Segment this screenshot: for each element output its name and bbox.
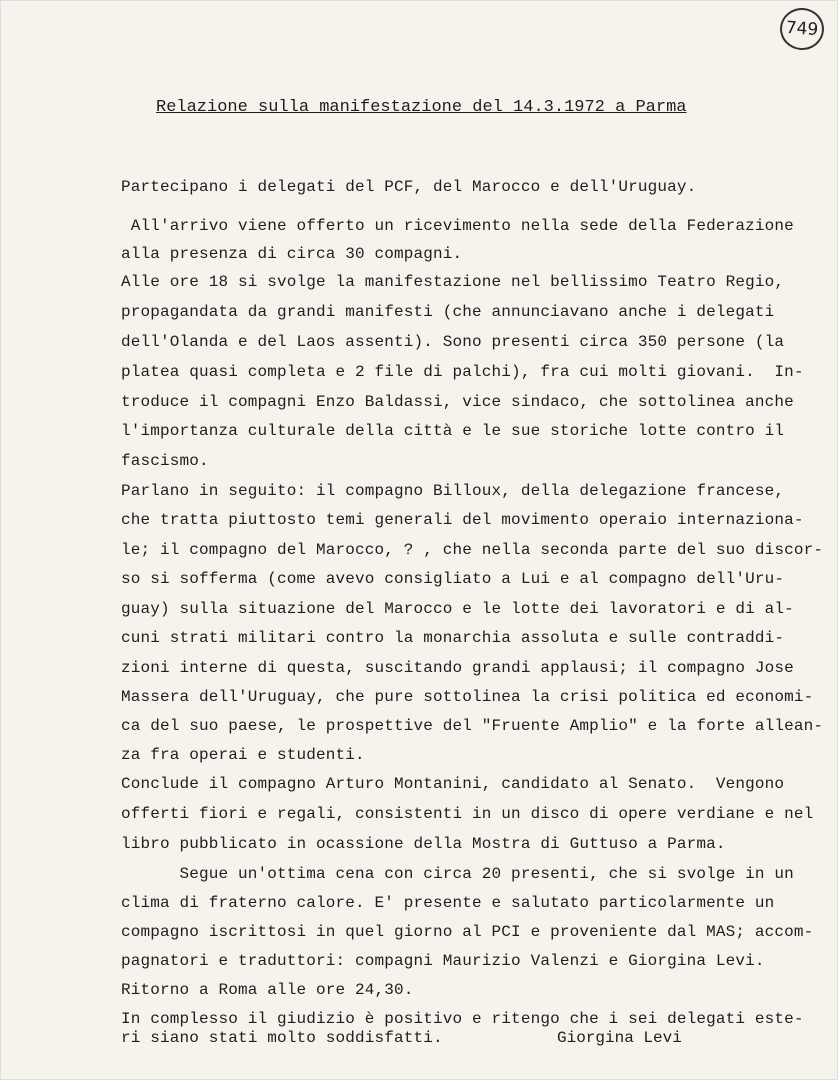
body-line: offerti fiori e regali, consistenti in un disco di opere verdiane e nel — [121, 805, 814, 823]
signature: Giorgina Levi — [557, 1029, 682, 1047]
body-line: Partecipano i delegati del PCF, del Marocco e dell'Uruguay. — [121, 178, 697, 196]
document-title: Relazione sulla manifestazione del 14.3.1972 a Parma — [156, 98, 687, 117]
body-line: so si sofferma (come avevo consigliato a Lui e al compagno dell'Uru- — [121, 570, 785, 588]
body-line: Alle ore 18 si svolge la manifestazione nel bellissimo Teatro Regio, — [121, 273, 785, 291]
body-line: platea quasi completa e 2 file di palchi), fra cui molti giovani. In- — [121, 363, 804, 381]
body-line: ri siano stati molto soddisfatti. — [121, 1029, 443, 1047]
body-line: le; il compagno del Marocco, ? , che nella seconda parte del suo discor- — [121, 541, 824, 559]
body-line: dell'Olanda e del Laos assenti). Sono presenti circa 350 persone (la — [121, 333, 785, 351]
body-line: guay) sulla situazione del Marocco e le lotte dei lavoratori e di al- — [121, 600, 794, 618]
body-line: All'arrivo viene offerto un ricevimento nella sede della Federazione — [121, 217, 794, 235]
body-line: Massera dell'Uruguay, che pure sottolinea la crisi politica ed economi- — [121, 688, 814, 706]
body-line: fascismo. — [121, 452, 209, 470]
body-line: za fra operai e studenti. — [121, 746, 365, 764]
body-line: compagno iscrittosi in quel giorno al PCI e proveniente dal MAS; accom- — [121, 923, 814, 941]
body-line: clima di fraterno calore. E' presente e salutato particolarmente un — [121, 894, 775, 912]
body-line: Parlano in seguito: il compagno Billoux, della delegazione francese, — [121, 482, 785, 500]
body-line: l'importanza culturale della città e le sue storiche lotte contro il — [121, 422, 785, 440]
body-line: Conclude il compagno Arturo Montanini, candidato al Senato. Vengono — [121, 775, 785, 793]
body-line: pagnatori e traduttori: compagni Maurizio Valenzi e Giorgina Levi. — [121, 952, 765, 970]
body-line: troduce il compagni Enzo Baldassi, vice sindaco, che sottolinea anche — [121, 393, 794, 411]
body-line: In complesso il giudizio è positivo e ritengo che i sei delegati este- — [121, 1010, 804, 1028]
body-line: che tratta piuttosto temi generali del movimento operaio internaziona- — [121, 511, 804, 529]
body-line: alla presenza di circa 30 compagni. — [121, 245, 463, 263]
body-line: propagandata da grandi manifesti (che annunciavano anche i delegati — [121, 303, 775, 321]
body-line: Segue un'ottima cena con circa 20 presenti, che si svolge in un — [121, 865, 794, 883]
body-line: libro pubblicato in ocassione della Mostra di Guttuso a Parma. — [121, 835, 726, 853]
body-line: zioni interne di questa, suscitando grandi applausi; il compagno Jose — [121, 659, 794, 677]
body-line: cuni strati militari contro la monarchia assoluta e sulle contraddi- — [121, 629, 785, 647]
body-line: ca del suo paese, le prospettive del "Fruente Amplio" e la forte allean- — [121, 717, 824, 735]
page-number-stamp: 749 — [779, 7, 826, 52]
body-line: Ritorno a Roma alle ore 24,30. — [121, 981, 414, 999]
